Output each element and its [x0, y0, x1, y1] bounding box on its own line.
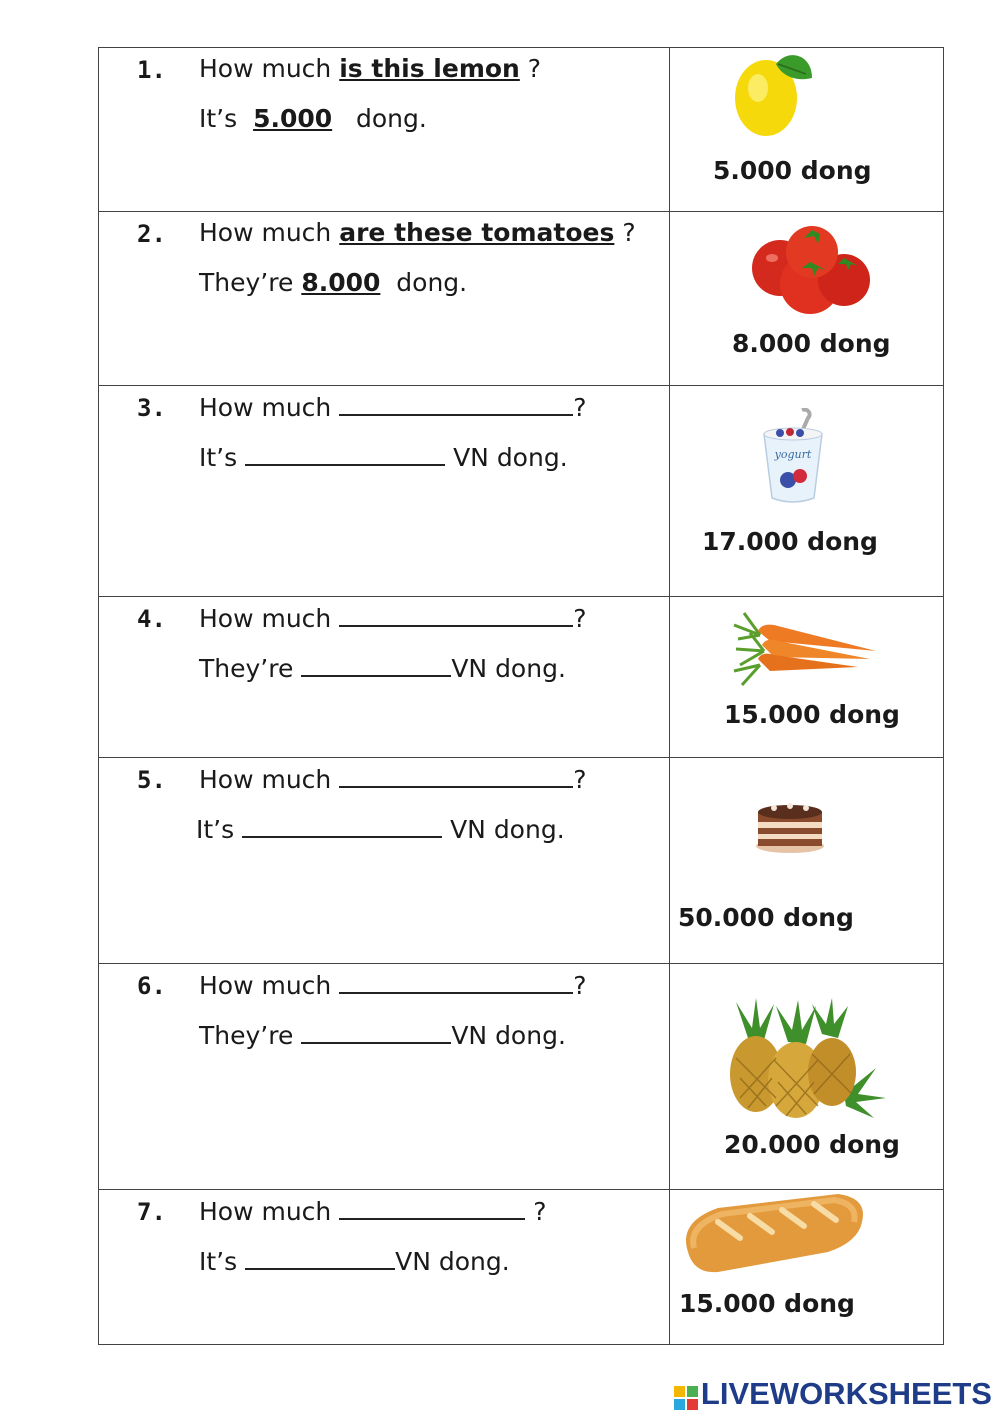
- bread-icon: [678, 1192, 868, 1274]
- answer-line: They’re VN dong.: [199, 1021, 566, 1050]
- question-line: How much is this lemon ?: [199, 54, 542, 83]
- question-number: 1.: [137, 56, 166, 84]
- question-cell: [99, 48, 670, 212]
- question-blank[interactable]: [339, 764, 573, 788]
- answer-line: It’s 5.000 dong.: [199, 104, 427, 133]
- image-cell: [670, 212, 944, 386]
- table-row: [99, 758, 944, 964]
- price-label: 17.000 dong: [702, 527, 878, 556]
- table-row: [99, 1190, 944, 1345]
- answer-line: It’s VN dong.: [199, 443, 568, 472]
- yogurt-icon: [758, 408, 828, 506]
- question-cell: [99, 597, 670, 758]
- question-number: 3.: [137, 394, 166, 422]
- question-number: 5.: [137, 766, 166, 794]
- answer-text: 5.000: [253, 104, 333, 133]
- image-cell: [670, 386, 944, 597]
- answer-blank[interactable]: [242, 814, 442, 838]
- question-cell: [99, 386, 670, 597]
- image-cell: [670, 48, 944, 212]
- answer-line: They’re 8.000 dong.: [199, 268, 468, 297]
- question-number: 4.: [137, 605, 166, 633]
- table-row: [99, 48, 944, 212]
- answer-text: is this lemon: [339, 54, 520, 83]
- answer-text: are these tomatoes: [339, 218, 615, 247]
- carrots-icon: [730, 605, 880, 691]
- image-cell: [670, 758, 944, 964]
- answer-line: It’s VN dong.: [199, 1247, 510, 1276]
- question-number: 2.: [137, 220, 166, 248]
- answer-blank[interactable]: [245, 442, 445, 466]
- question-cell: [99, 212, 670, 386]
- cake-icon: [754, 794, 826, 854]
- svg-text:yogurt: yogurt: [774, 448, 812, 461]
- answer-blank[interactable]: [245, 1246, 395, 1270]
- brand-name: LIVEWORKSHEETS: [700, 1376, 992, 1411]
- question-number: 7.: [137, 1198, 166, 1226]
- question-line: How much ?: [199, 765, 587, 794]
- question-cell: [99, 1190, 670, 1345]
- lemon-icon: [732, 50, 818, 140]
- table-row: [99, 386, 944, 597]
- question-line: How much are these tomatoes ?: [199, 218, 636, 247]
- answer-text: 8.000: [301, 268, 381, 297]
- table-row: [99, 212, 944, 386]
- price-label: 20.000 dong: [724, 1130, 900, 1159]
- price-label: 15.000 dong: [724, 700, 900, 729]
- question-line: How much ?: [199, 1197, 547, 1226]
- answer-line: They’re VN dong.: [199, 654, 566, 683]
- table-row: [99, 964, 944, 1190]
- answer-line: It’s VN dong.: [196, 815, 565, 844]
- price-label: 5.000 dong: [713, 156, 872, 185]
- price-label: 15.000 dong: [679, 1289, 855, 1318]
- liveworksheets-brand: [674, 1376, 992, 1412]
- price-label: 8.000 dong: [732, 329, 891, 358]
- tomatoes-icon: [750, 222, 874, 318]
- question-line: How much ?: [199, 393, 587, 422]
- answer-blank[interactable]: [301, 1020, 451, 1044]
- question-number: 6.: [137, 972, 166, 1000]
- image-cell: [670, 1190, 944, 1345]
- price-label: 50.000 dong: [678, 903, 854, 932]
- image-cell: [670, 964, 944, 1190]
- answer-blank[interactable]: [301, 653, 451, 677]
- question-line: How much ?: [199, 971, 587, 1000]
- question-blank[interactable]: [339, 392, 573, 416]
- table-row: [99, 597, 944, 758]
- question-blank[interactable]: [339, 1196, 525, 1220]
- pineapples-icon: [726, 998, 886, 1120]
- worksheet-table: [98, 47, 944, 1345]
- liveworksheets-logo-icon: [674, 1382, 698, 1406]
- question-blank[interactable]: [339, 603, 573, 627]
- question-line: How much ?: [199, 604, 587, 633]
- question-cell: [99, 758, 670, 964]
- question-blank[interactable]: [339, 970, 573, 994]
- image-cell: [670, 597, 944, 758]
- question-cell: [99, 964, 670, 1190]
